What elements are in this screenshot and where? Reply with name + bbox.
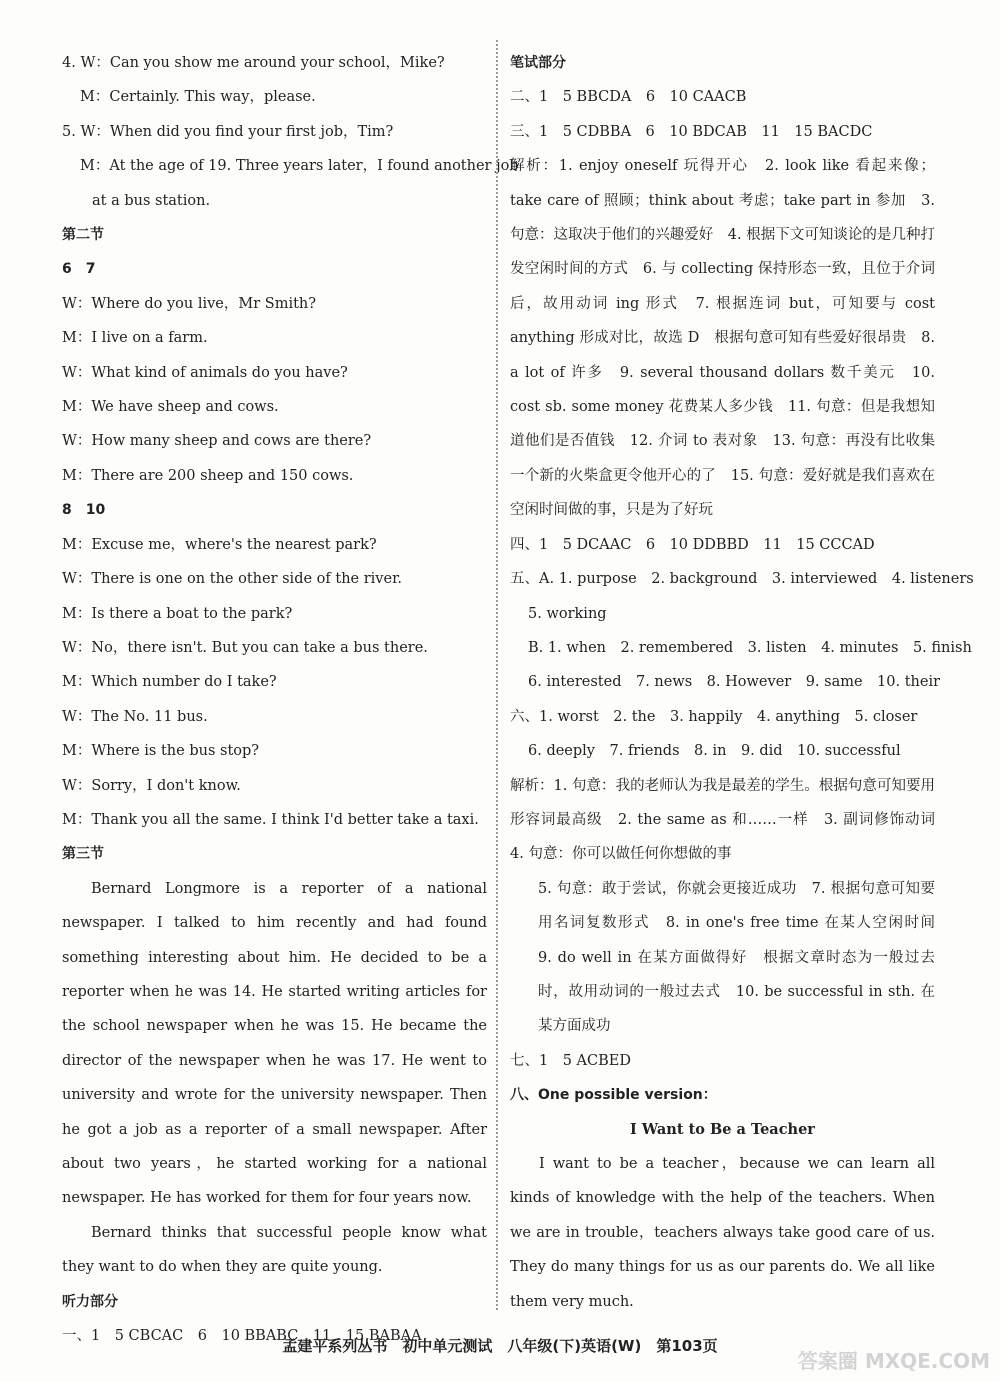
answers-part-7: 七、1 5 ACBED <box>510 1052 631 1069</box>
answers-part-2: 二、1 5 BBCDA 6 10 CAACB <box>510 89 747 106</box>
explanation-part-3: 解析：1. enjoy oneself 玩得开心 2. look like 看起来像；take care of 照顾；think about 考虑；take part in 参加 3. 句意：这取决于他们的兴趣爱好 4. 根据下文可知谈论的是几种打发空闲时间的方式 6. 与 collecting 保持形态一致，且位于介词后，故用动词 ing 形式 7. 根据连词 but，可知要与 cost anything 形成对比，故选 D 根据句意可知有些爱好很昂贵 8. a lot of 许多 9. several thousand dollars 数千美元 10. cost sb. some money 花费某人多少钱 11. 句意：但是我想知道他们是否值钱 12. 介词 to 表对象 13. 句意：再没有比收集一个新的火柴盒更令他开心的了 15. 句意：爱好就是我们喜欢在空闲时间做的事，只是为了好玩 <box>510 158 935 519</box>
essay-title: I Want to Be a Teacher <box>630 1120 815 1138</box>
dialogue-line: M：Where is the bus stop? <box>62 743 260 760</box>
section-3-heading: 第三节 <box>62 846 104 863</box>
dialogue-line: W：No，there isn't. But you can take a bus there. <box>62 639 428 656</box>
page-footer: 孟建平系列丛书 初中单元测试 八年级(下)英语(W) 第103页 <box>282 1337 718 1355</box>
dialogue-line: W：The No. 11 bus. <box>62 708 208 725</box>
section-2-heading: 第二节 <box>62 227 104 244</box>
answers-part-6-cont: 6. deeply 7. friends 8. in 9. did 10. successful <box>528 743 901 760</box>
q5-w-line: 5. W：When did you find your first job，Tim? <box>62 123 394 140</box>
q8-10-label: 8 10 <box>62 502 106 519</box>
dialogue-line: M：Thank you all the same. I think I'd better take a taxi. <box>62 811 479 828</box>
explanation-part-6-cont: 5. 句意：敢于尝试，你就会更接近成功 7. 根据句意可知要用名词复数形式 8. in one's free time 在某人空闲时间 9. do well in 在某方面做得好 根据文章时态为一般过去时，故用动词的一般过去式 10. be successful in sth. 在某方面成功 <box>538 880 950 1035</box>
answers-part-5b: B. 1. when 2. remembered 3. listen 4. minutes 5. finish <box>528 639 972 656</box>
part-8-heading: 八、One possible version： <box>510 1087 717 1104</box>
answers-part-5a-cont: 5. working <box>528 605 607 622</box>
passage-paragraph-2: Bernard thinks that successful people know what they want to do when they are quite young. <box>62 1224 487 1276</box>
q5-m-line-cont: at a bus station. <box>92 192 211 209</box>
dialogue-line: M：Which number do I take? <box>62 674 277 691</box>
q4-m-line: M：Certainly. This way，please. <box>80 89 316 106</box>
explanation-part-6: 解析：1. 句意：我的老师认为我是最差的学生。根据句意可知要用形容词最高级 2. the same as 和……一样 3. 副词修饰动词 4. 句意：你可以做任何你想做的事 <box>510 777 950 863</box>
passage-paragraph-1: Bernard Longmore is a reporter of a national newspaper. I talked to him recently and had found something interesting about him. He decided to be a reporter when he was 14. He started writing articles for the school newspaper when he was 15. He became the director of the newspaper when he was 17. He went to university and wrote for the university newspaper. Then he got a job as a reporter of a small newspaper. After about two years，he started working for a national newspaper. He has worked for them for four years now. <box>62 880 487 1207</box>
dialogue-line: W：Sorry，I don't know. <box>62 777 241 794</box>
watermark-logo: 答案圈 MXQE.COM <box>797 1349 990 1373</box>
written-heading: 笔试部分 <box>510 55 566 71</box>
q6-7-label: 6 7 <box>62 261 96 278</box>
left-column <box>62 46 519 1353</box>
column-divider <box>496 40 498 1310</box>
listening-heading: 听力部分 <box>62 1293 118 1310</box>
right-column <box>510 46 974 1319</box>
dialogue-line: W：There is one on the other side of the river. <box>62 571 403 588</box>
q5-m-line: M：At the age of 19. Three years later，I found another job <box>80 158 519 175</box>
q4-w-line: 4. W：Can you show me around your school，Mike? <box>62 55 445 71</box>
dialogue-line: W：What kind of animals do you have? <box>62 364 348 381</box>
dialogue-line: M：Excuse me，where's the nearest park? <box>62 536 377 553</box>
answers-part-6: 六、1. worst 2. the 3. happily 4. anything 5. closer <box>510 708 918 725</box>
answers-part-5a: 五、A. 1. purpose 2. background 3. interviewed 4. listeners <box>510 571 974 588</box>
dialogue-line: M：There are 200 sheep and 150 cows. <box>62 467 354 484</box>
answers-part-4: 四、1 5 DCAAC 6 10 DDBBD 11 15 CCCAD <box>510 536 875 553</box>
dialogue-line: M：We have sheep and cows. <box>62 399 279 416</box>
dialogue-line: W：How many sheep and cows are there? <box>62 433 372 450</box>
answers-part-5b-cont: 6. interested 7. news 8. However 9. same 10. their <box>528 674 941 691</box>
dialogue-line: M：I live on a farm. <box>62 330 208 347</box>
answers-part-1: 一、1 5 CBCAC 6 10 BBABC 11 15 BABAA <box>62 1328 422 1345</box>
essay-body: I want to be a teacher，because we can learn all kinds of knowledge with the help of the teachers. When we are in trouble，teachers always take good care of us. They do many things for us as our parents do. We all like them very much. <box>510 1156 935 1310</box>
answers-part-3: 三、1 5 CDBBA 6 10 BDCAB 11 15 BACDC <box>510 123 873 140</box>
dialogue-line: M：Is there a boat to the park? <box>62 605 293 622</box>
dialogue-line: W：Where do you live，Mr Smith? <box>62 295 317 312</box>
